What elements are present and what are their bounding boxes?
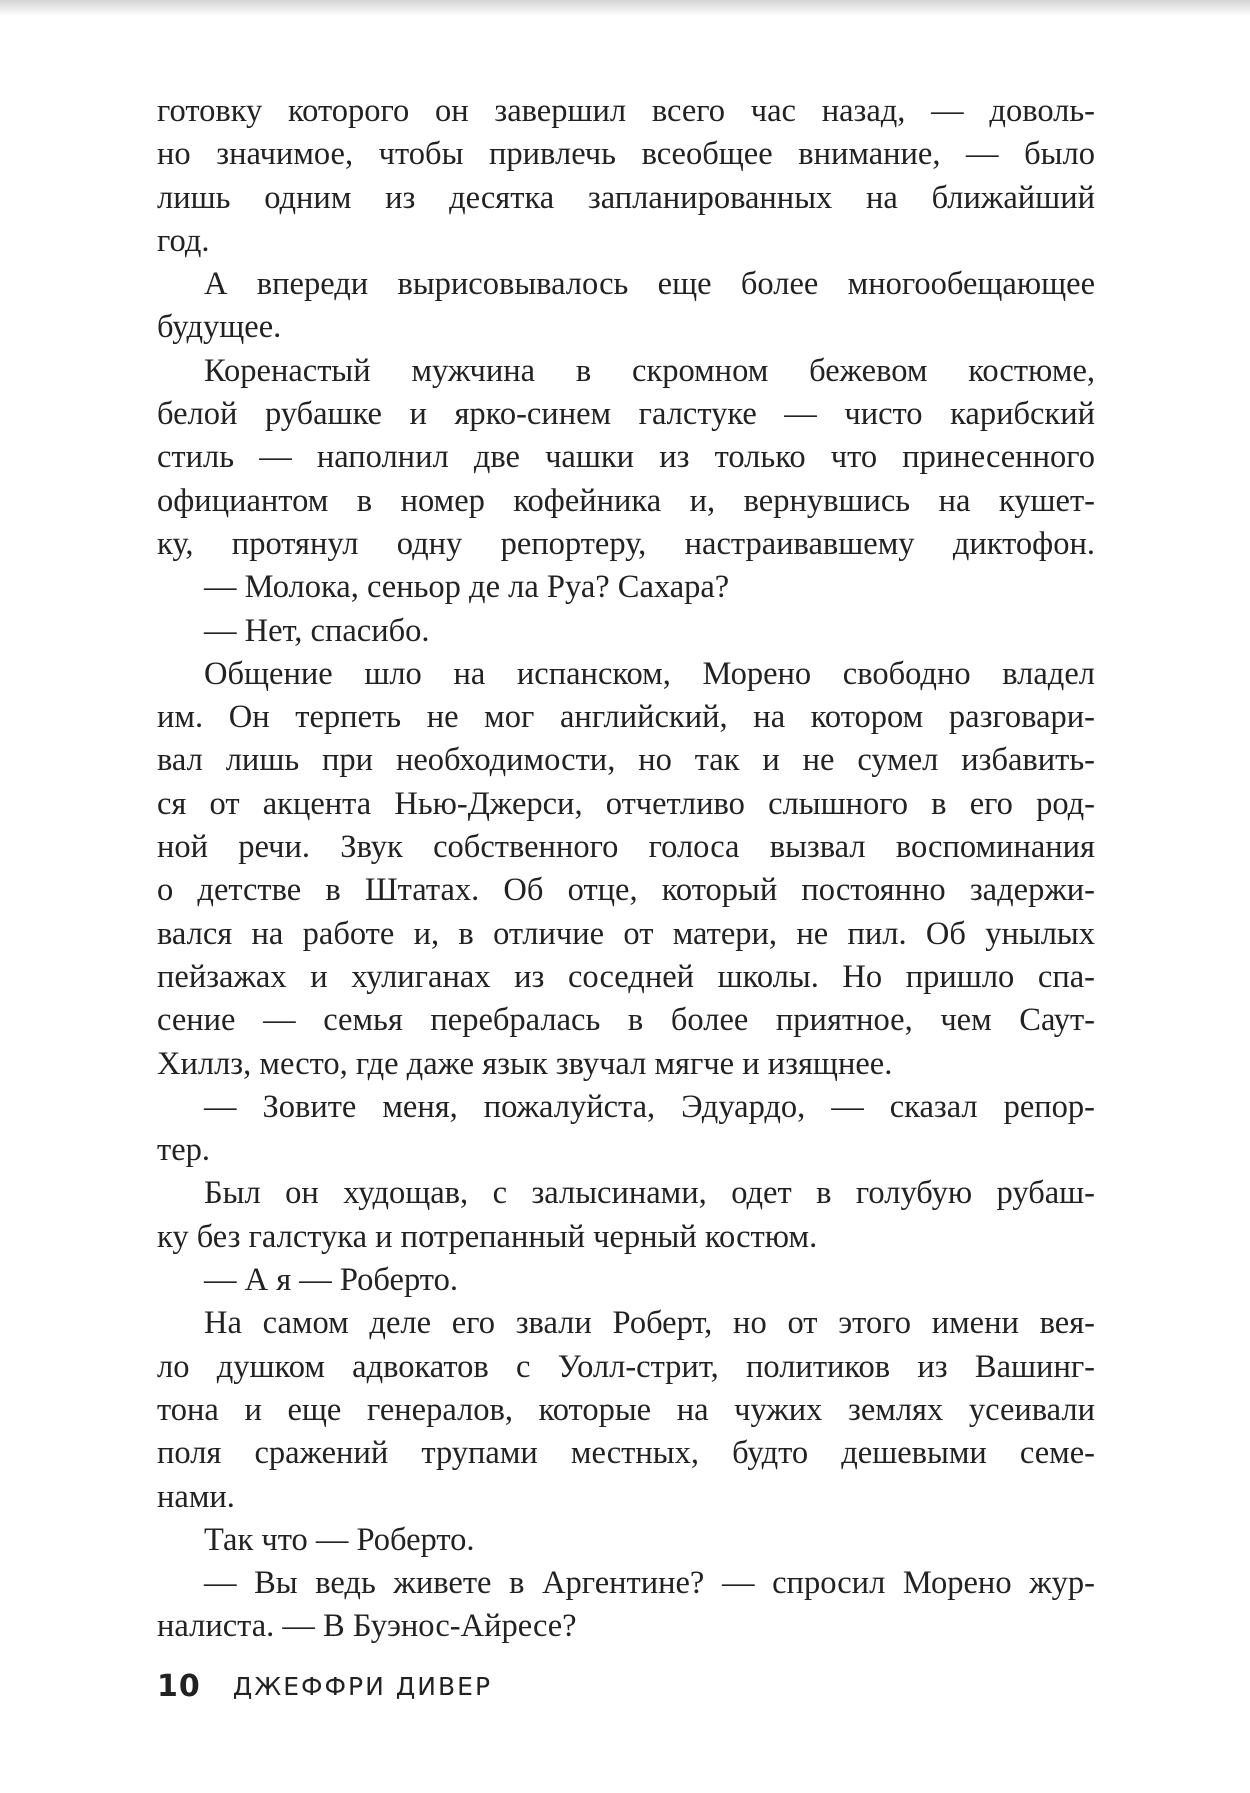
text-line: ной речи. Звук собственного голоса вызвал воспоминания bbox=[157, 829, 1095, 866]
text-line: готовку которого он завершил всего час назад, — доволь- bbox=[157, 93, 1095, 129]
text-line: ся от акцента Нью-Джерси, отчетливо слышного в его род- bbox=[157, 785, 1095, 822]
text-line: На самом деле его звали Роберт, но от этого имени вея- bbox=[204, 1305, 1095, 1342]
text-line: пейзажах и хулиганах из соседней школы. Но пришло спа- bbox=[157, 958, 1095, 995]
text-line: вался на работе и, в отличие от матери, не пил. Об унылых bbox=[157, 915, 1095, 952]
text-line: — А я — Роберто. bbox=[204, 1262, 458, 1299]
text-line: налиста. — В Буэнос-Айресе? bbox=[157, 1608, 577, 1645]
text-line: стиль — наполнил две чашки из только что принесенного bbox=[157, 439, 1095, 476]
text-line: поля сражений трупами местных, будто дешевыми семе- bbox=[157, 1435, 1095, 1472]
text-line: — Зовите меня, пожалуйста, Эдуардо, — сказал репор- bbox=[204, 1088, 1095, 1125]
text-line: лишь одним из десятка запланированных на ближайший bbox=[157, 179, 1095, 216]
text-line: сение — семья перебралась в более приятное, чем Саут- bbox=[157, 1002, 1095, 1039]
text-line: тона и еще генералов, которые на чужих землях усеивали bbox=[157, 1391, 1095, 1428]
text-line: но значимое, чтобы привлечь всеобщее внимание, — было bbox=[157, 136, 1095, 173]
text-line: Так что — Роберто. bbox=[204, 1521, 475, 1558]
text-line: тер. bbox=[157, 1132, 211, 1169]
text-line: — Вы ведь живете в Аргентине? — спросил Морено жур- bbox=[204, 1565, 1095, 1602]
text-line: белой рубашке и ярко-синем галстуке — чисто карибский bbox=[157, 396, 1095, 433]
text-line: ку, протянул одну репортеру, настраивавшему диктофон. bbox=[157, 525, 1095, 562]
text-line: нами. bbox=[157, 1478, 235, 1515]
text-line: А впереди вырисовывалось еще более многообещающее bbox=[204, 266, 1095, 303]
text-line: о детстве в Штатах. Об отце, который постоянно задержи- bbox=[157, 872, 1095, 909]
text-line: будущее. bbox=[157, 309, 282, 346]
text-line: официантом в номер кофейника и, вернувшись на кушет- bbox=[157, 482, 1095, 519]
page-number: 10 bbox=[157, 1668, 201, 1704]
text-line: Коренастый мужчина в скромном бежевом костюме, bbox=[204, 352, 1095, 389]
body-text bbox=[157, 90, 1095, 1649]
text-line: Общение шло на испанском, Морено свободно владел bbox=[204, 655, 1095, 692]
running-head: ДЖЕФФРИ ДИВЕР bbox=[232, 1671, 493, 1701]
text-line: им. Он терпеть не мог английский, на котором разговари- bbox=[157, 699, 1095, 736]
text-line: ло душком адвокатов с Уолл-стрит, политиков из Вашинг- bbox=[157, 1348, 1095, 1385]
text-line: год. bbox=[157, 222, 210, 259]
text-line: вал лишь при необходимости, но так и не сумел избавить- bbox=[157, 742, 1095, 779]
page-footer bbox=[157, 1666, 492, 1706]
text-line: Хиллз, место, где даже язык звучал мягче и изящнее. bbox=[157, 1045, 893, 1082]
text-line: — Нет, спасибо. bbox=[204, 612, 430, 649]
page-top-shadow bbox=[0, 0, 1250, 16]
text-line: — Молока, сеньор де ла Руа? Сахара? bbox=[204, 569, 730, 606]
text-line: ку без галстука и потрепанный черный костюм. bbox=[157, 1218, 818, 1255]
text-line: Был он худощав, с залысинами, одет в голубую рубаш- bbox=[204, 1175, 1095, 1212]
